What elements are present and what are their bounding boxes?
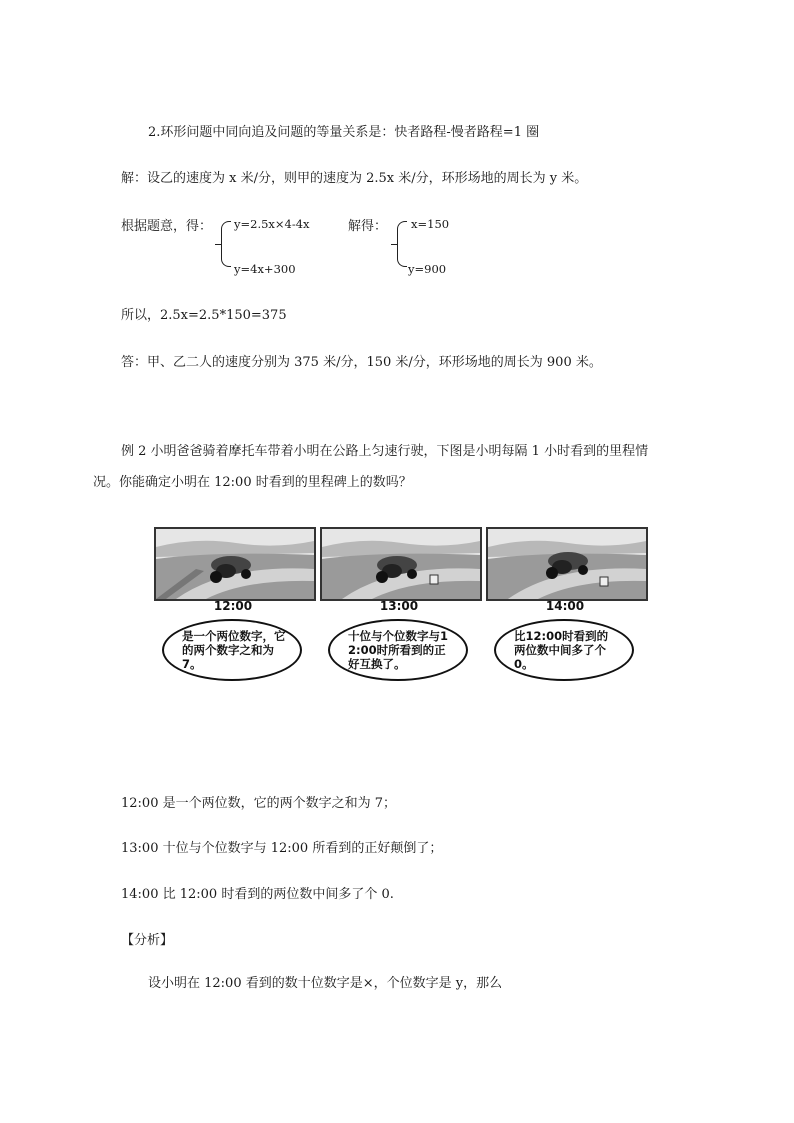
example2-line2: 况。你能确定小明在 12:00 时看到的里程碑上的数吗？ <box>93 475 412 490</box>
road-scene-image <box>322 529 480 599</box>
answer-line: 答：甲、乙二人的速度分别为 375 米/分，150 米/分，环形场地的周长为 900 米。 <box>121 355 602 370</box>
comic-time-2: 13:00 <box>379 599 419 613</box>
equation-1: y=2.5x×4-4x <box>234 217 310 231</box>
road-scene-image <box>488 529 646 599</box>
comic-panel-2 <box>320 527 482 601</box>
comic-panel-1 <box>154 527 316 601</box>
result-y: y=900 <box>408 262 447 276</box>
result-x: x=150 <box>411 217 450 231</box>
fact-1300: 13:00 十位与个位数字与 12:00 所看到的正好颠倒了； <box>121 841 443 856</box>
road-scene-image <box>156 529 314 599</box>
comic-panel-3 <box>486 527 648 601</box>
so-line: 所以，2.5x=2.5*150=375 <box>121 308 287 323</box>
speech-bubble-1 <box>162 619 302 681</box>
analysis-text: 设小明在 12:00 看到的数十位数字是×，个位数字是 y，那么 <box>148 976 503 991</box>
result-brace <box>397 221 407 267</box>
comic-strip <box>154 527 646 687</box>
given-label: 根据题意，得： <box>121 219 213 234</box>
fact-1200: 12:00 是一个两位数，它的两个数字之和为 7； <box>121 796 396 811</box>
solution-intro: 解：设乙的速度为 x 米/分，则甲的速度为 2.5x 米/分，环形场地的周长为 y 米。 <box>121 171 588 186</box>
equation-2: y=4x+300 <box>234 262 296 276</box>
speech-bubble-3 <box>494 619 634 681</box>
system-brace <box>221 221 231 267</box>
fact-1400: 14:00 比 12:00 时看到的两位数中间多了个 0. <box>121 887 394 902</box>
comic-time-3: 14:00 <box>545 599 585 613</box>
example2-line1: 例 2 小明爸爸骑着摩托车带着小明在公路上匀速行驶，下图是小明每隔 1 小时看到的里程情 <box>121 444 649 459</box>
comic-time-1: 12:00 <box>213 599 253 613</box>
section-title: 2.环形问题中同向追及问题的等量关系是：快者路程-慢者路程=1 圈 <box>148 125 540 140</box>
speech-bubble-2 <box>328 619 468 681</box>
speech-bubble-text: 是一个两位数字，它的两个数字之和为7。 <box>182 629 286 671</box>
speech-bubble-text: 比12:00时看到的两位数中间多了个0。 <box>514 629 609 671</box>
analysis-label: 【分析】 <box>121 933 174 948</box>
solved-label: 解得： <box>348 219 388 234</box>
speech-bubble-text: 十位与个位数字与12:00时所看到的正好互换了。 <box>348 629 449 671</box>
